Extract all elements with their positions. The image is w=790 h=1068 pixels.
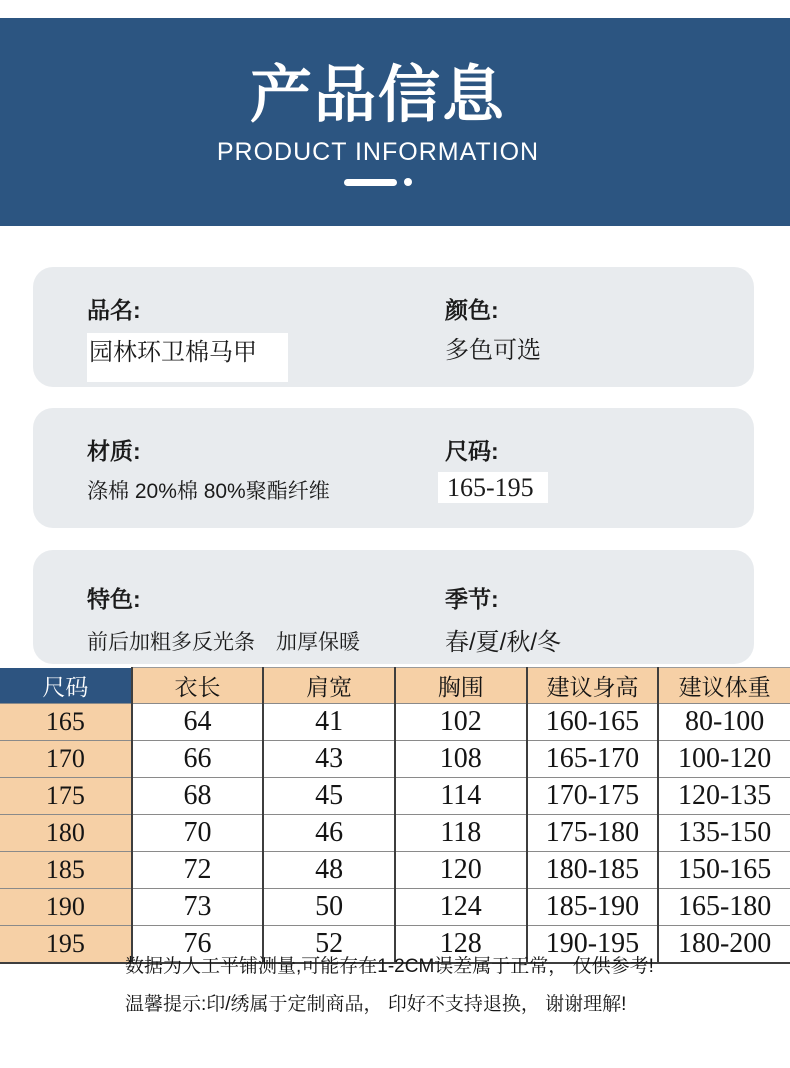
size-table-column-header: 尺码 <box>0 668 132 704</box>
size-table-cell: 66 <box>132 741 264 778</box>
size-table-cell: 180-200 <box>658 926 790 964</box>
size-table-cell: 73 <box>132 889 264 926</box>
banner <box>0 18 790 226</box>
divider-bar <box>344 179 397 186</box>
info-card-name-color <box>33 267 754 387</box>
size-table-cell: 120-135 <box>658 778 790 815</box>
size-table-cell: 190 <box>0 889 132 926</box>
size-table-cell: 170 <box>0 741 132 778</box>
size-table-cell: 165-170 <box>527 741 659 778</box>
size-table-cell: 180 <box>0 815 132 852</box>
size-table-header-row <box>0 668 790 704</box>
table-row <box>0 815 790 852</box>
size-range-highlight-box <box>438 472 548 503</box>
size-table-cell: 185-190 <box>527 889 659 926</box>
size-table-cell: 160-165 <box>527 704 659 741</box>
page-title: 产品信息 <box>249 58 506 131</box>
size-table-cell: 175 <box>0 778 132 815</box>
size-table-cell: 135-150 <box>658 815 790 852</box>
size-table <box>0 667 790 964</box>
info-card-feature-season <box>33 550 754 664</box>
size-table-column-header: 衣长 <box>132 668 264 704</box>
table-row <box>0 778 790 815</box>
size-table-cell: 64 <box>132 704 264 741</box>
size-table-cell: 46 <box>263 815 395 852</box>
size-table-column-header: 胸围 <box>395 668 527 704</box>
size-table-cell: 190-195 <box>527 926 659 964</box>
size-table-cell: 150-165 <box>658 852 790 889</box>
table-row <box>0 741 790 778</box>
size-range-label: 尺码: <box>445 438 499 464</box>
size-table-cell: 45 <box>263 778 395 815</box>
size-table-cell: 43 <box>263 741 395 778</box>
size-table-cell: 195 <box>0 926 132 964</box>
size-table-cell: 165-180 <box>658 889 790 926</box>
page-subtitle: PRODUCT INFORMATION <box>216 138 540 166</box>
size-table-cell: 108 <box>395 741 527 778</box>
table-row <box>0 852 790 889</box>
size-table-column-header: 建议体重 <box>658 668 790 704</box>
note-measurement: 数据为人工平铺测量,可能存在1-2CM误差属于正常， 仅供参考! <box>125 956 654 977</box>
size-table-body <box>0 704 790 964</box>
size-table-cell: 165 <box>0 704 132 741</box>
size-table-cell: 50 <box>263 889 395 926</box>
divider-dot <box>404 178 412 186</box>
size-table-cell: 114 <box>395 778 527 815</box>
size-table-cell: 124 <box>395 889 527 926</box>
size-table-column-header: 建议身高 <box>527 668 659 704</box>
size-table-cell: 48 <box>263 852 395 889</box>
product-name-label: 品名: <box>87 297 141 323</box>
size-table-cell: 102 <box>395 704 527 741</box>
feature-value: 前后加粗多反光条 加厚保暖 <box>87 631 360 654</box>
table-row <box>0 704 790 741</box>
feature-label: 特色: <box>87 586 141 612</box>
color-value: 多色可选 <box>445 337 541 364</box>
size-table-cell: 52 <box>263 926 395 964</box>
table-row <box>0 889 790 926</box>
size-table-head <box>0 668 790 704</box>
size-table-cell: 170-175 <box>527 778 659 815</box>
size-table-cell: 118 <box>395 815 527 852</box>
season-label: 季节: <box>445 586 499 612</box>
size-table-cell: 70 <box>132 815 264 852</box>
material-label: 材质: <box>87 438 141 464</box>
material-value: 涤棉 20%棉 80%聚酯纤维 <box>87 480 330 503</box>
size-table-cell: 68 <box>132 778 264 815</box>
banner-content <box>0 18 773 226</box>
size-table-cell: 175-180 <box>527 815 659 852</box>
product-name-value: 园林环卫棉马甲 <box>89 339 257 366</box>
size-table-cell: 80-100 <box>658 704 790 741</box>
size-table-cell: 185 <box>0 852 132 889</box>
color-label: 颜色: <box>445 297 499 323</box>
title-divider <box>0 178 773 186</box>
product-name-highlight-box <box>87 333 288 382</box>
size-table-cell: 72 <box>132 852 264 889</box>
note-customization: 温馨提示:印/绣属于定制商品， 印好不支持退换， 谢谢理解! <box>125 994 627 1015</box>
size-range-value: 165-195 <box>447 473 534 502</box>
size-table-cell: 128 <box>395 926 527 964</box>
season-value: 春/夏/秋/冬 <box>445 629 562 656</box>
size-table-cell: 180-185 <box>527 852 659 889</box>
size-table-cell: 100-120 <box>658 741 790 778</box>
size-table-cell: 120 <box>395 852 527 889</box>
size-table-cell: 76 <box>132 926 264 964</box>
size-table-cell: 41 <box>263 704 395 741</box>
info-card-material-size <box>33 408 754 528</box>
size-table-column-header: 肩宽 <box>263 668 395 704</box>
